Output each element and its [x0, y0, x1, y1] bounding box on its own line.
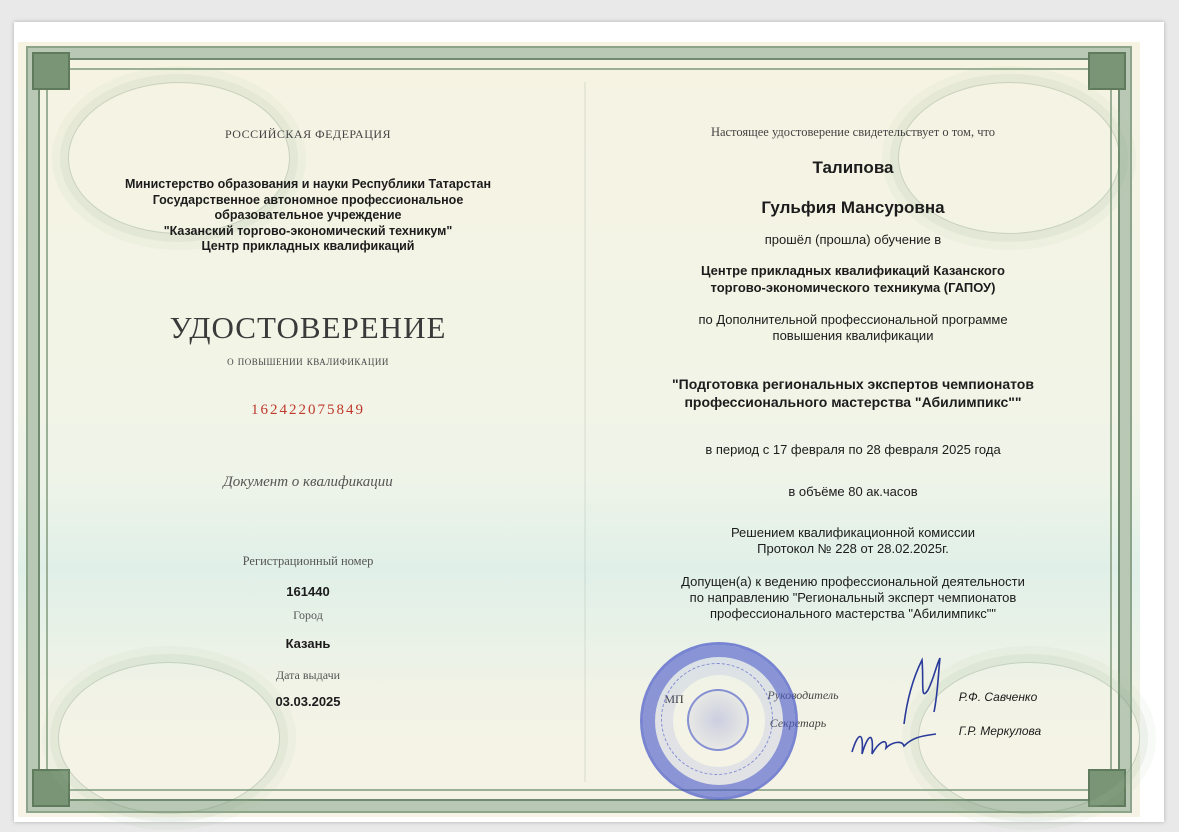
- center-line: Центре прикладных квалификаций Казанского: [701, 263, 1005, 278]
- decision-line: Протокол № 228 от 28.02.2025г.: [757, 541, 949, 556]
- program-line: повышения квалификации: [772, 328, 934, 343]
- org-line: Центр прикладных квалификаций: [201, 239, 415, 253]
- training-center-block: [608, 262, 1098, 296]
- secretary-name: Г.Р. Меркулова: [958, 724, 1042, 738]
- admission-line: Допущен(а) к ведению профессиональной деятельности: [681, 574, 1025, 589]
- training-volume: в объёме 80 ак.часов: [788, 484, 918, 499]
- admission-block: [598, 574, 1108, 622]
- country-name: РОССИЙСКАЯ ФЕДЕРАЦИЯ: [224, 127, 392, 141]
- registration-number: 161440: [286, 584, 330, 599]
- passed-training-text: прошёл (прошла) обучение в: [764, 232, 942, 247]
- document-title: УДОСТОВЕРЕНИЕ: [169, 310, 447, 345]
- document-type: Документ о квалификации: [223, 474, 393, 490]
- holder-name: Гульфия Мансуровна: [761, 198, 945, 217]
- city-value: Казань: [285, 636, 331, 651]
- city-label: Город: [293, 608, 323, 622]
- training-period: в период с 17 февраля по 28 февраля 2025 года: [705, 442, 1001, 457]
- seal-emblem-icon: [687, 689, 749, 751]
- commission-decision-block: [608, 525, 1098, 557]
- guilloche-ornament: [58, 662, 280, 814]
- corner-ornament: [1088, 52, 1126, 90]
- decision-line: Решением квалификационной комиссии: [730, 525, 976, 540]
- program-block: [608, 312, 1098, 344]
- seal-place-mark: МП: [664, 692, 684, 706]
- document-subtitle: о повышении квалификации: [227, 354, 389, 368]
- holder-surname: Талипова: [812, 158, 894, 177]
- org-line: Министерство образования и науки Республики Татарстан: [124, 177, 492, 191]
- certificate-sheet: [14, 22, 1164, 822]
- admission-line: профессионального мастерства "Абилимпикс"": [709, 606, 997, 621]
- corner-ornament: [32, 52, 70, 90]
- organization-block: [78, 177, 538, 255]
- issue-date-label: Дата выдачи: [275, 668, 341, 682]
- course-line: "Подготовка региональных экспертов чемпионатов: [672, 376, 1034, 392]
- program-line: по Дополнительной профессиональной программе: [698, 312, 1008, 327]
- head-name: Р.Ф. Савченко: [958, 690, 1038, 704]
- registration-label: Регистрационный номер: [242, 554, 374, 568]
- secretary-signature: [846, 712, 946, 772]
- intro-text: Настоящее удостоверение свидетельствует о том, что: [710, 125, 996, 139]
- org-line: Государственное автономное профессиональное: [152, 192, 464, 207]
- admission-line: по направлению "Региональный эксперт чемпионатов: [689, 590, 1017, 605]
- corner-ornament: [32, 769, 70, 807]
- course-title-block: [598, 375, 1108, 411]
- head-label: Руководитель: [767, 688, 839, 702]
- certificate-document: [18, 42, 1140, 817]
- center-line: торгово-экономического техникума (ГАПОУ): [710, 280, 996, 295]
- issue-date-value: 03.03.2025: [275, 694, 341, 709]
- fold-line: [584, 82, 586, 782]
- org-line: образовательное учреждение: [214, 208, 402, 222]
- org-line: "Казанский торгово-экономический техникум": [163, 223, 453, 238]
- official-seal: [640, 642, 798, 800]
- course-line: профессионального мастерства "Абилимпикс"": [684, 394, 1022, 410]
- secretary-label: Секретарь: [769, 716, 827, 730]
- serial-number: 162422075849: [251, 402, 365, 418]
